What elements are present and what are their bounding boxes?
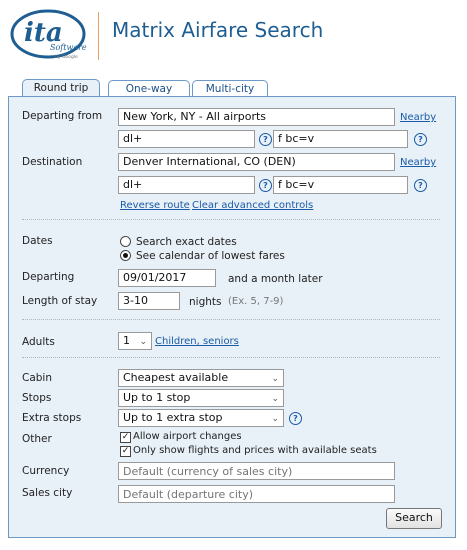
nights-label: nights	[189, 296, 222, 308]
extra-stops-label: Extra stops	[22, 412, 82, 424]
destination-extension-help-icon[interactable]: ?	[414, 179, 427, 192]
logo-subtext: Software	[50, 43, 87, 52]
allow-airport-changes-label: Allow airport changes	[133, 431, 242, 442]
sales-city-label: Sales city	[22, 487, 73, 499]
page-title: Matrix Airfare Search	[112, 18, 324, 42]
clear-advanced-controls-link[interactable]: Clear advanced controls	[192, 200, 314, 211]
chevron-down-icon: ⌄	[271, 414, 279, 424]
chevron-down-icon: ⌄	[271, 374, 279, 384]
destination-extension-codes-input[interactable]: f bc=v	[273, 176, 408, 194]
extra-stops-select[interactable]	[118, 409, 284, 427]
section-divider	[22, 319, 440, 320]
departing-nearby-link[interactable]: Nearby	[400, 112, 437, 123]
calendar-lowest-fares-label: See calendar of lowest fares	[136, 250, 285, 262]
header-divider	[98, 12, 99, 60]
sales-city-input[interactable]	[118, 485, 395, 503]
adults-select-value: 1	[123, 334, 130, 347]
departing-routing-codes-input[interactable]: dl+	[118, 130, 255, 148]
departing-from-label: Departing from	[22, 110, 103, 122]
children-seniors-link[interactable]: Children, seniors	[155, 336, 239, 347]
extra-stops-select-value: Up to 1 extra stop	[123, 411, 223, 424]
chevron-down-icon: ⌄	[139, 337, 147, 347]
length-of-stay-input[interactable]: 3-10	[118, 292, 180, 310]
dates-label: Dates	[22, 235, 53, 247]
currency-label: Currency	[22, 465, 70, 477]
departing-extension-help-icon[interactable]: ?	[414, 133, 427, 146]
departing-extension-codes-input[interactable]: f bc=v	[273, 130, 408, 148]
ita-software-logo	[10, 8, 90, 64]
tab-multi-city[interactable]: Multi-city	[192, 80, 268, 97]
currency-input[interactable]	[118, 462, 395, 480]
search-button[interactable]: Search	[386, 508, 442, 529]
tab-one-way[interactable]: One-way	[108, 80, 190, 97]
only-available-seats-label: Only show flights and prices with available seats	[133, 445, 377, 456]
extra-stops-help-icon[interactable]: ?	[289, 412, 302, 425]
reverse-route-link[interactable]: Reverse route	[120, 200, 190, 211]
departing-from-input[interactable]: New York, NY - All airports	[118, 108, 395, 126]
destination-nearby-link[interactable]: Nearby	[400, 157, 437, 168]
only-available-seats-checkbox[interactable]: ✓	[121, 446, 130, 456]
destination-input[interactable]: Denver International, CO (DEN)	[118, 153, 395, 171]
search-exact-dates-radio[interactable]	[120, 236, 131, 247]
length-of-stay-label: Length of stay	[22, 295, 98, 307]
stops-select-value: Up to 1 stop	[123, 391, 191, 404]
logo-by-google: by Google	[55, 55, 78, 60]
departing-date-range-text: and a month later	[228, 273, 323, 285]
destination-routing-codes-input[interactable]: dl+	[118, 176, 255, 194]
allow-airport-changes-checkbox[interactable]: ✓	[121, 432, 130, 442]
other-label: Other	[22, 433, 52, 445]
section-divider	[22, 219, 440, 220]
cabin-select-value: Cheapest available	[123, 371, 229, 384]
cabin-label: Cabin	[22, 372, 53, 384]
destination-routing-help-icon[interactable]: ?	[259, 179, 272, 192]
departing-date-input[interactable]: 09/01/2017	[118, 269, 216, 287]
destination-label: Destination	[22, 156, 83, 168]
cabin-select[interactable]	[118, 369, 284, 387]
calendar-lowest-fares-radio[interactable]	[120, 250, 131, 261]
departing-date-label: Departing	[22, 271, 75, 283]
stops-label: Stops	[22, 392, 52, 404]
adults-label: Adults	[22, 336, 55, 348]
length-of-stay-hint: (Ex. 5, 7-9)	[228, 296, 284, 307]
search-exact-dates-label: Search exact dates	[136, 236, 237, 248]
stops-select[interactable]	[118, 389, 284, 407]
logo-text: ita	[24, 18, 63, 48]
section-divider	[22, 357, 440, 358]
tab-round-trip[interactable]: Round trip	[22, 79, 100, 98]
adults-select[interactable]	[118, 332, 152, 350]
departing-routing-help-icon[interactable]: ?	[259, 133, 272, 146]
chevron-down-icon: ⌄	[271, 394, 279, 404]
